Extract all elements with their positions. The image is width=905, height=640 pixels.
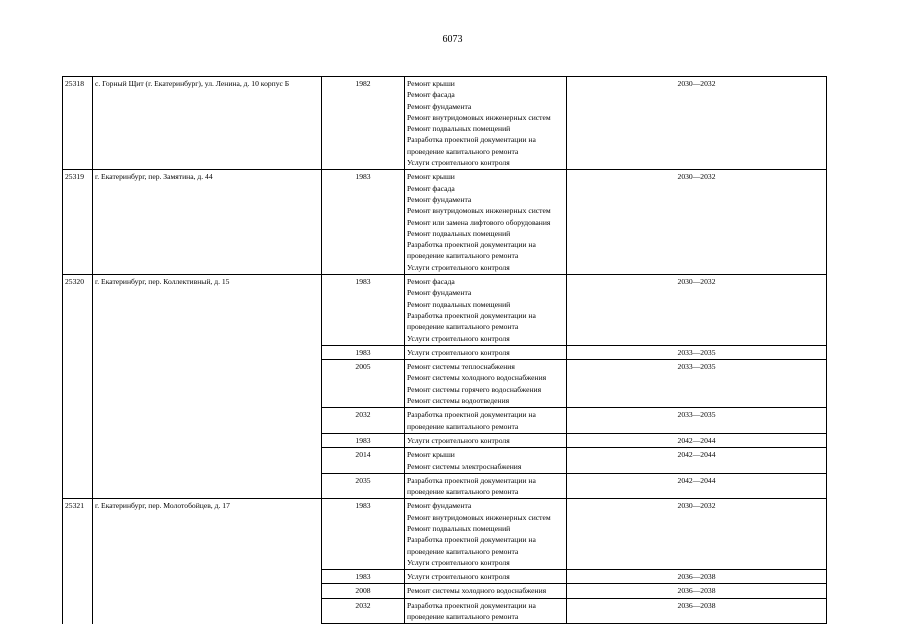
repair-period: 2036—2038 [567,598,827,624]
table-row [63,77,827,170]
work-item: Ремонт фасада [407,183,455,193]
repair-schedule-table-wrapper [62,76,826,624]
work-item: Услуги строительного контроля [407,557,510,567]
repair-period: 2033—2035 [567,408,827,434]
work-item: Ремонт фасада [407,90,455,100]
work-item: Ремонт фундамента [407,501,472,511]
works-list [405,499,567,570]
repair-period: 2042—2044 [567,433,827,447]
work-item: Ремонт системы электроснабжения [407,461,522,471]
work-item: Ремонт крыши [407,172,455,182]
works-list [405,77,567,170]
works-list [405,570,567,584]
work-item: Ремонт подвальных помещений [407,523,511,533]
year-value: 1983 [322,345,405,359]
year-value: 1983 [322,275,405,346]
page-number: 6073 [442,34,463,45]
work-item: Разработка проектной документации на проведение капитального ремонта [407,535,536,556]
repair-period: 2030—2032 [567,170,827,275]
table-row [63,499,827,570]
repair-period: 2033—2035 [567,360,827,408]
works-list [405,433,567,447]
works-list [405,584,567,598]
work-item: Ремонт системы теплоснабжения [407,362,515,372]
year-value: 2032 [322,598,405,624]
repair-period: 2042—2044 [567,473,827,499]
work-item: Услуги строительного контроля [407,347,510,357]
work-item: Ремонт подвальных помещений [407,299,511,309]
table-row [63,170,827,275]
building-address: г. Екатеринбург, пер. Коллективный, д. 15 [93,275,322,499]
work-item: Ремонт подвальных помещений [407,124,511,134]
work-item: Ремонт системы холодного водоснабжения [407,586,547,596]
work-item: Ремонт системы горячего водоснабжения [407,384,542,394]
repair-period: 2033—2035 [567,345,827,359]
work-item: Ремонт системы водоотведения [407,396,510,406]
repair-period: 2036—2038 [567,570,827,584]
work-item: Ремонт или замена лифтового оборудования [407,217,551,227]
building-number: 25320 [63,275,93,499]
works-list [405,473,567,499]
work-item: Разработка проектной документации на проведение капитального ремонта [407,475,536,497]
works-list [405,448,567,474]
year-value: 2032 [322,408,405,434]
work-item: Ремонт системы холодного водоснабжения [407,373,547,383]
building-number: 25318 [63,77,93,170]
year-value: 2014 [322,448,405,474]
building-number: 25321 [63,499,93,624]
year-value: 2005 [322,360,405,408]
works-list [405,345,567,359]
repair-period: 2030—2032 [567,275,827,346]
works-list [405,275,567,346]
works-list [405,408,567,434]
work-item: Разработка проектной документации на проведение капитального ремонта [407,310,536,332]
work-item: Услуги строительного контроля [407,333,510,343]
work-item: Ремонт фасада [407,277,455,287]
year-value: 1983 [322,499,405,570]
building-address: с. Горный Щит (г. Екатеринбург), ул. Ленина, д. 10 корпус Б [93,77,322,170]
table-row [63,275,827,346]
year-value: 1983 [322,170,405,275]
work-item: Разработка проектной документации на проведение капитального ремонта [407,135,536,156]
year-value: 1982 [322,77,405,170]
work-item: Ремонт крыши [407,450,455,460]
repair-period: 2042—2044 [567,448,827,474]
work-item: Ремонт фундамента [407,101,472,111]
work-item: Услуги строительного контроля [407,262,510,272]
work-item: Разработка проектной документации на проведение капитального ремонта [407,600,536,622]
year-value: 1983 [322,433,405,447]
work-item: Ремонт крыши [407,79,455,88]
work-item: Ремонт фундамента [407,194,472,204]
work-item: Услуги строительного контроля [407,435,510,445]
repair-period: 2030—2032 [567,77,827,170]
work-item: Ремонт внутридомовых инженерных систем [407,112,551,122]
works-list [405,360,567,408]
building-number: 25319 [63,170,93,275]
work-item: Разработка проектной документации на проведение капитального ремонта [407,240,536,261]
year-value: 2035 [322,473,405,499]
work-item: Ремонт фундамента [407,288,472,298]
building-address: г. Екатеринбург, пер. Замятина, д. 44 [93,170,322,275]
work-item: Ремонт внутридомовых инженерных систем [407,512,551,522]
works-list [405,170,567,275]
year-value: 2008 [322,584,405,598]
repair-period: 2036—2038 [567,584,827,598]
work-item: Услуги строительного контроля [407,572,510,582]
work-item: Ремонт подвальных помещений [407,228,511,238]
work-item: Ремонт внутридомовых инженерных систем [407,206,551,216]
works-list [405,598,567,624]
repair-schedule-table [62,76,827,624]
repair-period: 2030—2032 [567,499,827,570]
year-value: 1983 [322,570,405,584]
work-item: Разработка проектной документации на проведение капитального ремонта [407,410,536,431]
work-item: Услуги строительного контроля [407,158,510,168]
building-address: г. Екатеринбург, пер. Молотобойцев, д. 17 [93,499,322,624]
